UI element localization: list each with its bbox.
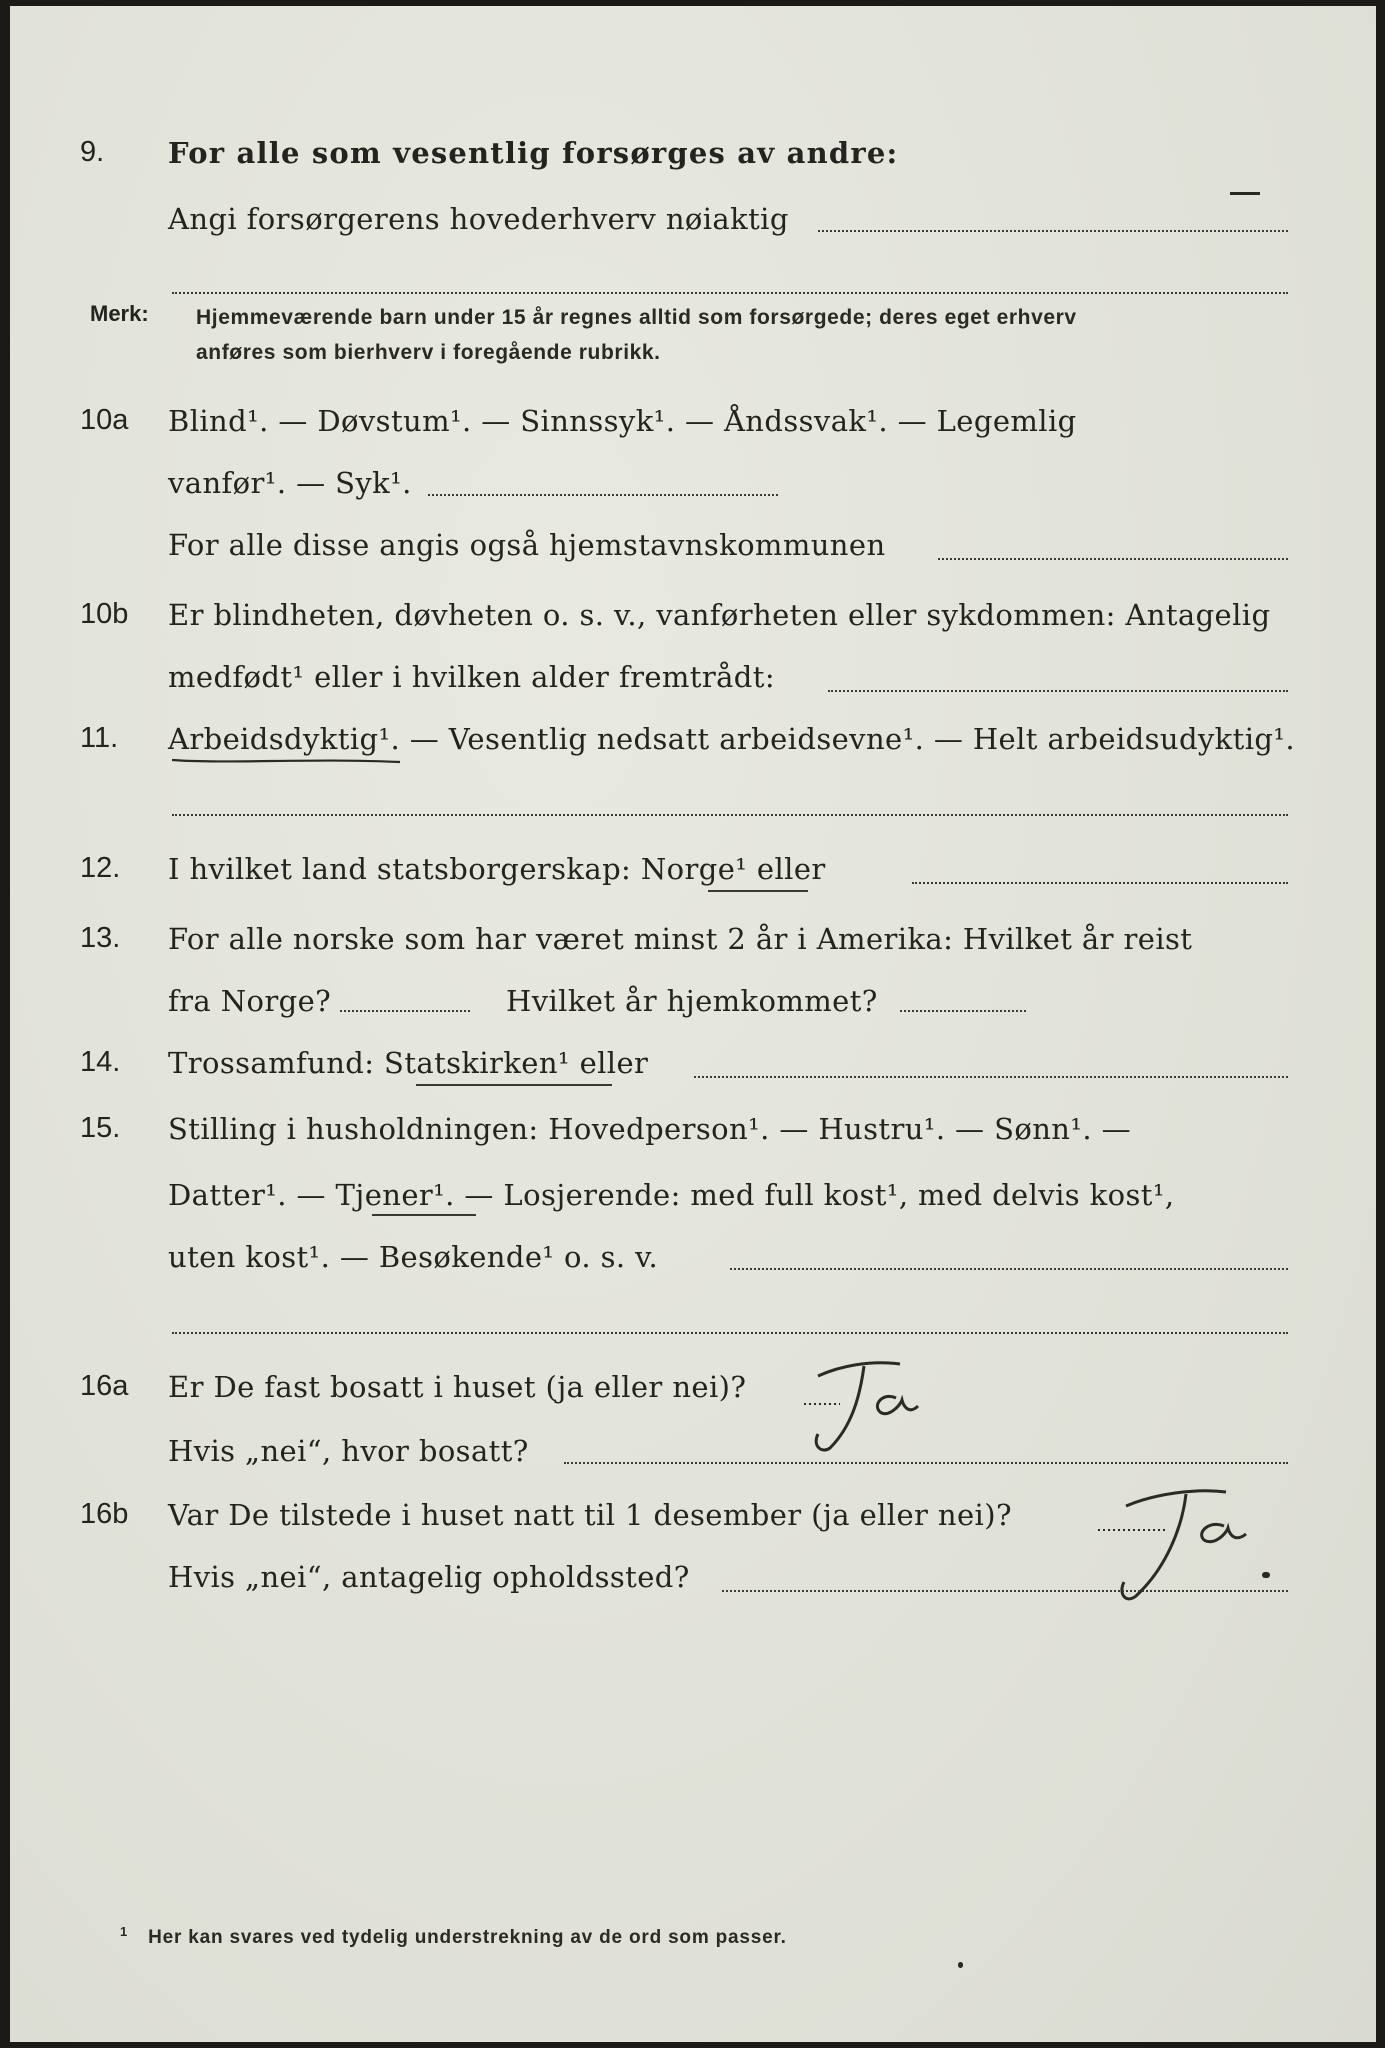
q11-line1: Arbeidsdyktig¹. — Vesentlig nedsatt arbeidsevne¹. — Helt arbeidsudyktig¹. <box>168 722 1295 756</box>
q9-line2: Angi forsørgerens hovederhverv nøiaktig <box>168 202 789 236</box>
q15-line2: Datter¹. — Tjener¹. — Losjerende: med full kost¹, med delvis kost¹, <box>168 1178 1175 1212</box>
q10b-answer-line <box>828 690 1288 692</box>
q16b-number: 16b <box>80 1498 129 1530</box>
q10a-line1: Blind¹. — Døvstum¹. — Sinnssyk¹. — Åndssvak¹. — Legemlig <box>168 404 1077 438</box>
q13-line1: For alle norske som har været minst 2 år i Amerika: Hvilket år reist <box>168 922 1193 956</box>
q14-line1: Trossamfund: Statskirken¹ eller <box>168 1046 649 1080</box>
q16a-number: 16a <box>80 1370 129 1402</box>
merk-line1: Hjemmeværende barn under 15 år regnes alltid som forsørgede; deres eget erhverv <box>196 306 1077 329</box>
q13-number: 13. <box>80 922 121 954</box>
q14-statskirken-underline <box>416 1084 612 1086</box>
q13-hjemkommet-line <box>900 1010 1026 1012</box>
q16a-line2: Hvis „nei“, hvor bosatt? <box>168 1434 529 1468</box>
q9-line1: For alle som vesentlig forsørges av andre: <box>168 136 899 170</box>
q15-tjener-underline <box>372 1214 476 1216</box>
q12-number: 12. <box>80 852 121 884</box>
footnote-text: Her kan svares ved tydelig understrekning av de ord som passer. <box>148 1927 787 1949</box>
q12-answer-line <box>912 882 1288 884</box>
q9-number: 9. <box>80 136 105 168</box>
q15-number: 15. <box>80 1112 121 1144</box>
q15-answer-line <box>730 1268 1288 1270</box>
q11-underline-mark <box>170 750 410 770</box>
q10a-hjemstavn-line <box>938 558 1288 560</box>
census-form-page <box>10 6 1376 2042</box>
q16a-handwritten-answer <box>800 1346 930 1456</box>
q10b-number: 10b <box>80 598 129 630</box>
merk-label: Merk: <box>90 301 149 326</box>
q13-line2a: fra Norge? <box>168 984 332 1018</box>
footnote-marker: 1 <box>120 1924 129 1939</box>
q9-answer-line <box>818 230 1288 232</box>
q10a-line3: For alle disse angis også hjemstavnskommunen <box>168 528 886 562</box>
ink-dot-2 <box>958 1962 963 1968</box>
footnote <box>120 1924 787 1949</box>
q9-extra-line <box>172 292 1288 294</box>
dash-mark <box>1230 192 1260 195</box>
q16b-answer-line <box>722 1590 1288 1592</box>
q10a-number: 10a <box>80 404 129 436</box>
q13-reist-line <box>340 1010 470 1012</box>
q15-line3: uten kost¹. — Besøkende¹ o. s. v. <box>168 1240 659 1274</box>
ink-dot <box>1262 1572 1270 1578</box>
q11-extra-line <box>172 814 1288 816</box>
q15-extra-line <box>172 1332 1288 1334</box>
q12-norge-underline <box>708 890 808 892</box>
q16b-line2: Hvis „nei“, antagelig opholdssted? <box>168 1560 690 1594</box>
q10b-line1: Er blindheten, døvheten o. s. v., vanførheten eller sykdommen: Antagelig <box>168 598 1271 632</box>
q16b-line1: Var De tilstede i huset natt til 1 desember (ja eller nei)? <box>168 1498 1012 1532</box>
q12-line1: I hvilket land statsborgerskap: Norge¹ eller <box>168 852 826 886</box>
merk-line2: anføres som bierhverv i foregående rubrikk. <box>196 341 661 364</box>
q13-line2b: Hvilket år hjemkommet? <box>506 984 878 1018</box>
q16a-line1: Er De fast bosatt i huset (ja eller nei)? <box>168 1370 747 1404</box>
q10b-line2: medfødt¹ eller i hvilken alder fremtrådt: <box>168 660 775 694</box>
q16b-handwritten-answer <box>1096 1476 1266 1606</box>
q11-number: 11. <box>80 722 119 754</box>
q10a-syk-line <box>428 494 778 496</box>
q15-line1: Stilling i husholdningen: Hovedperson¹. — Hustru¹. — Sønn¹. — <box>168 1112 1132 1146</box>
q14-number: 14. <box>80 1046 121 1078</box>
q16a-answer-line <box>564 1462 1288 1464</box>
q10a-line2: vanfør¹. — Syk¹. <box>168 466 412 500</box>
q14-answer-line <box>694 1076 1288 1078</box>
